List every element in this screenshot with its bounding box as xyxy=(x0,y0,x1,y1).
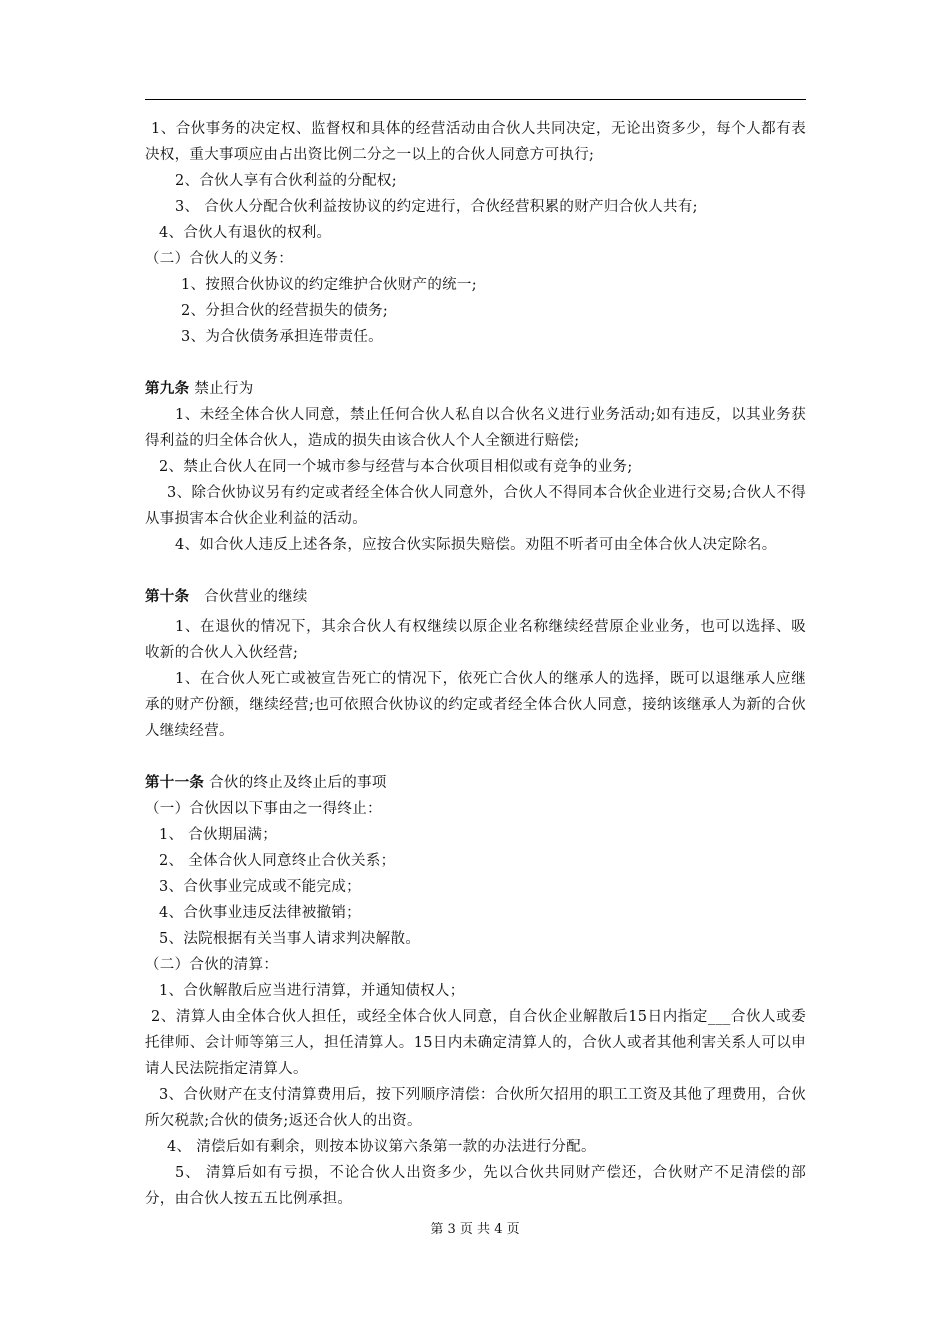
duties-item: 1、按照合伙协议的约定维护合伙财产的统一; xyxy=(181,277,477,293)
section9-item: 3、除合伙协议另有约定或者经全体合伙人同意外，合伙人不得同本合伙企业进行交易;合伙人不得从事损害本合伙企业利益的活动。 xyxy=(145,485,806,527)
duties-item: 3、为合伙债务承担连带责任。 xyxy=(181,329,383,345)
rights-item: 2、合伙人享有合伙利益的分配权; xyxy=(175,173,397,189)
duties-title: （二）合伙人的义务： xyxy=(145,251,293,267)
section10-item: 1、在合伙人死亡或被宣告死亡的情况下，依死亡合伙人的继承人的选择，既可以退继承人应继承的财产份额，继续经营;也可依照合伙协议的约定或者经全体合伙人同意，接纳该继承人为新的合伙人继续经营。 xyxy=(145,671,806,739)
termination-item: 2、 全体合伙人同意终止合伙关系； xyxy=(159,853,396,869)
section9-item: 4、如合伙人违反上述各条，应按合伙实际损失赔偿。劝阻不听者可由全体合伙人决定除名。 xyxy=(175,537,777,553)
liquidation-item: 3、合伙财产在支付清算费用后，按下列顺序清偿：合伙所欠招用的职工工资及其他了理费用，合伙所欠税款;合伙的债务;返还合伙人的出资。 xyxy=(145,1087,806,1129)
termination-item: 4、合伙事业违反法律被撤销； xyxy=(159,905,361,921)
rights-item: 3、 合伙人分配合伙利益按协议的约定进行，合伙经营积累的财产归合伙人共有; xyxy=(175,199,698,215)
liquidation-item: 1、合伙解散后应当进行清算，并通知债权人； xyxy=(159,983,465,999)
section-label: 第十条 xyxy=(145,588,190,605)
rights-item: 1、合伙事务的决定权、监督权和具体的经营活动由合伙人共同决定，无论出资多少，每个人都有表决权，重大事项应由占出资比例二分之一以上的合伙人同意方可执行; xyxy=(145,121,806,163)
section9-item: 1、未经全体合伙人同意，禁止任何合伙人私自以合伙名义进行业务活动;如有违反，以其业务获得利益的归全体合伙人，造成的损失由该合伙人个人全额进行赔偿; xyxy=(145,407,806,449)
section10-item: 1、在退伙的情况下，其余合伙人有权继续以原企业名称继续经营原企业业务，也可以选择、吸收新的合伙人入伙经营; xyxy=(145,619,806,661)
section-title: 合伙的终止及终止后的事项 xyxy=(204,775,387,791)
liquidation-item: 4、 清偿后如有剩余，则按本协议第六条第一款的办法进行分配。 xyxy=(167,1139,596,1155)
section9-item: 2、禁止合伙人在同一个城市参与经营与本合伙项目相似或有竞争的业务; xyxy=(159,459,633,475)
section-label: 第九条 xyxy=(145,380,190,397)
liquidation-item: 2、清算人由全体合伙人担任，或经全体合伙人同意，自合伙企业解散后15日内指定___合伙人或委托律师、会计师等第三人，担任清算人。15日内未确定清算人的，合伙人或者其他利害关系人可以申请人民法院指定清算人。 xyxy=(145,1009,806,1077)
termination-item: 5、法院根据有关当事人请求判决解散。 xyxy=(159,931,421,947)
page-number-footer: 第 3 页 共 4 页 xyxy=(430,1222,520,1237)
header-rule xyxy=(145,99,806,100)
liquidation-title: （二）合伙的清算： xyxy=(145,957,279,973)
section-label: 第十一条 xyxy=(145,774,205,791)
section-heading-9 xyxy=(145,376,806,402)
liquidation-item: 5、 清算后如有亏损，不论合伙人出资多少，先以合伙共同财产偿还，合伙财产不足清偿的部分，由合伙人按五五比例承担。 xyxy=(145,1165,806,1207)
termination-item: 3、合伙事业完成或不能完成； xyxy=(159,879,361,895)
page-content xyxy=(145,116,806,1212)
termination-item: 1、 合伙期届满； xyxy=(159,827,278,843)
duties-item: 2、分担合伙的经营损失的债务; xyxy=(181,303,389,319)
termination-title: （一）合伙因以下事由之一得终止： xyxy=(145,801,382,817)
section-title: 禁止行为 xyxy=(189,381,254,397)
section-title: 合伙营业的继续 xyxy=(189,589,308,605)
section-heading-10 xyxy=(145,584,806,610)
rights-item: 4、合伙人有退伙的权利。 xyxy=(159,225,332,241)
section-heading-11 xyxy=(145,770,806,796)
